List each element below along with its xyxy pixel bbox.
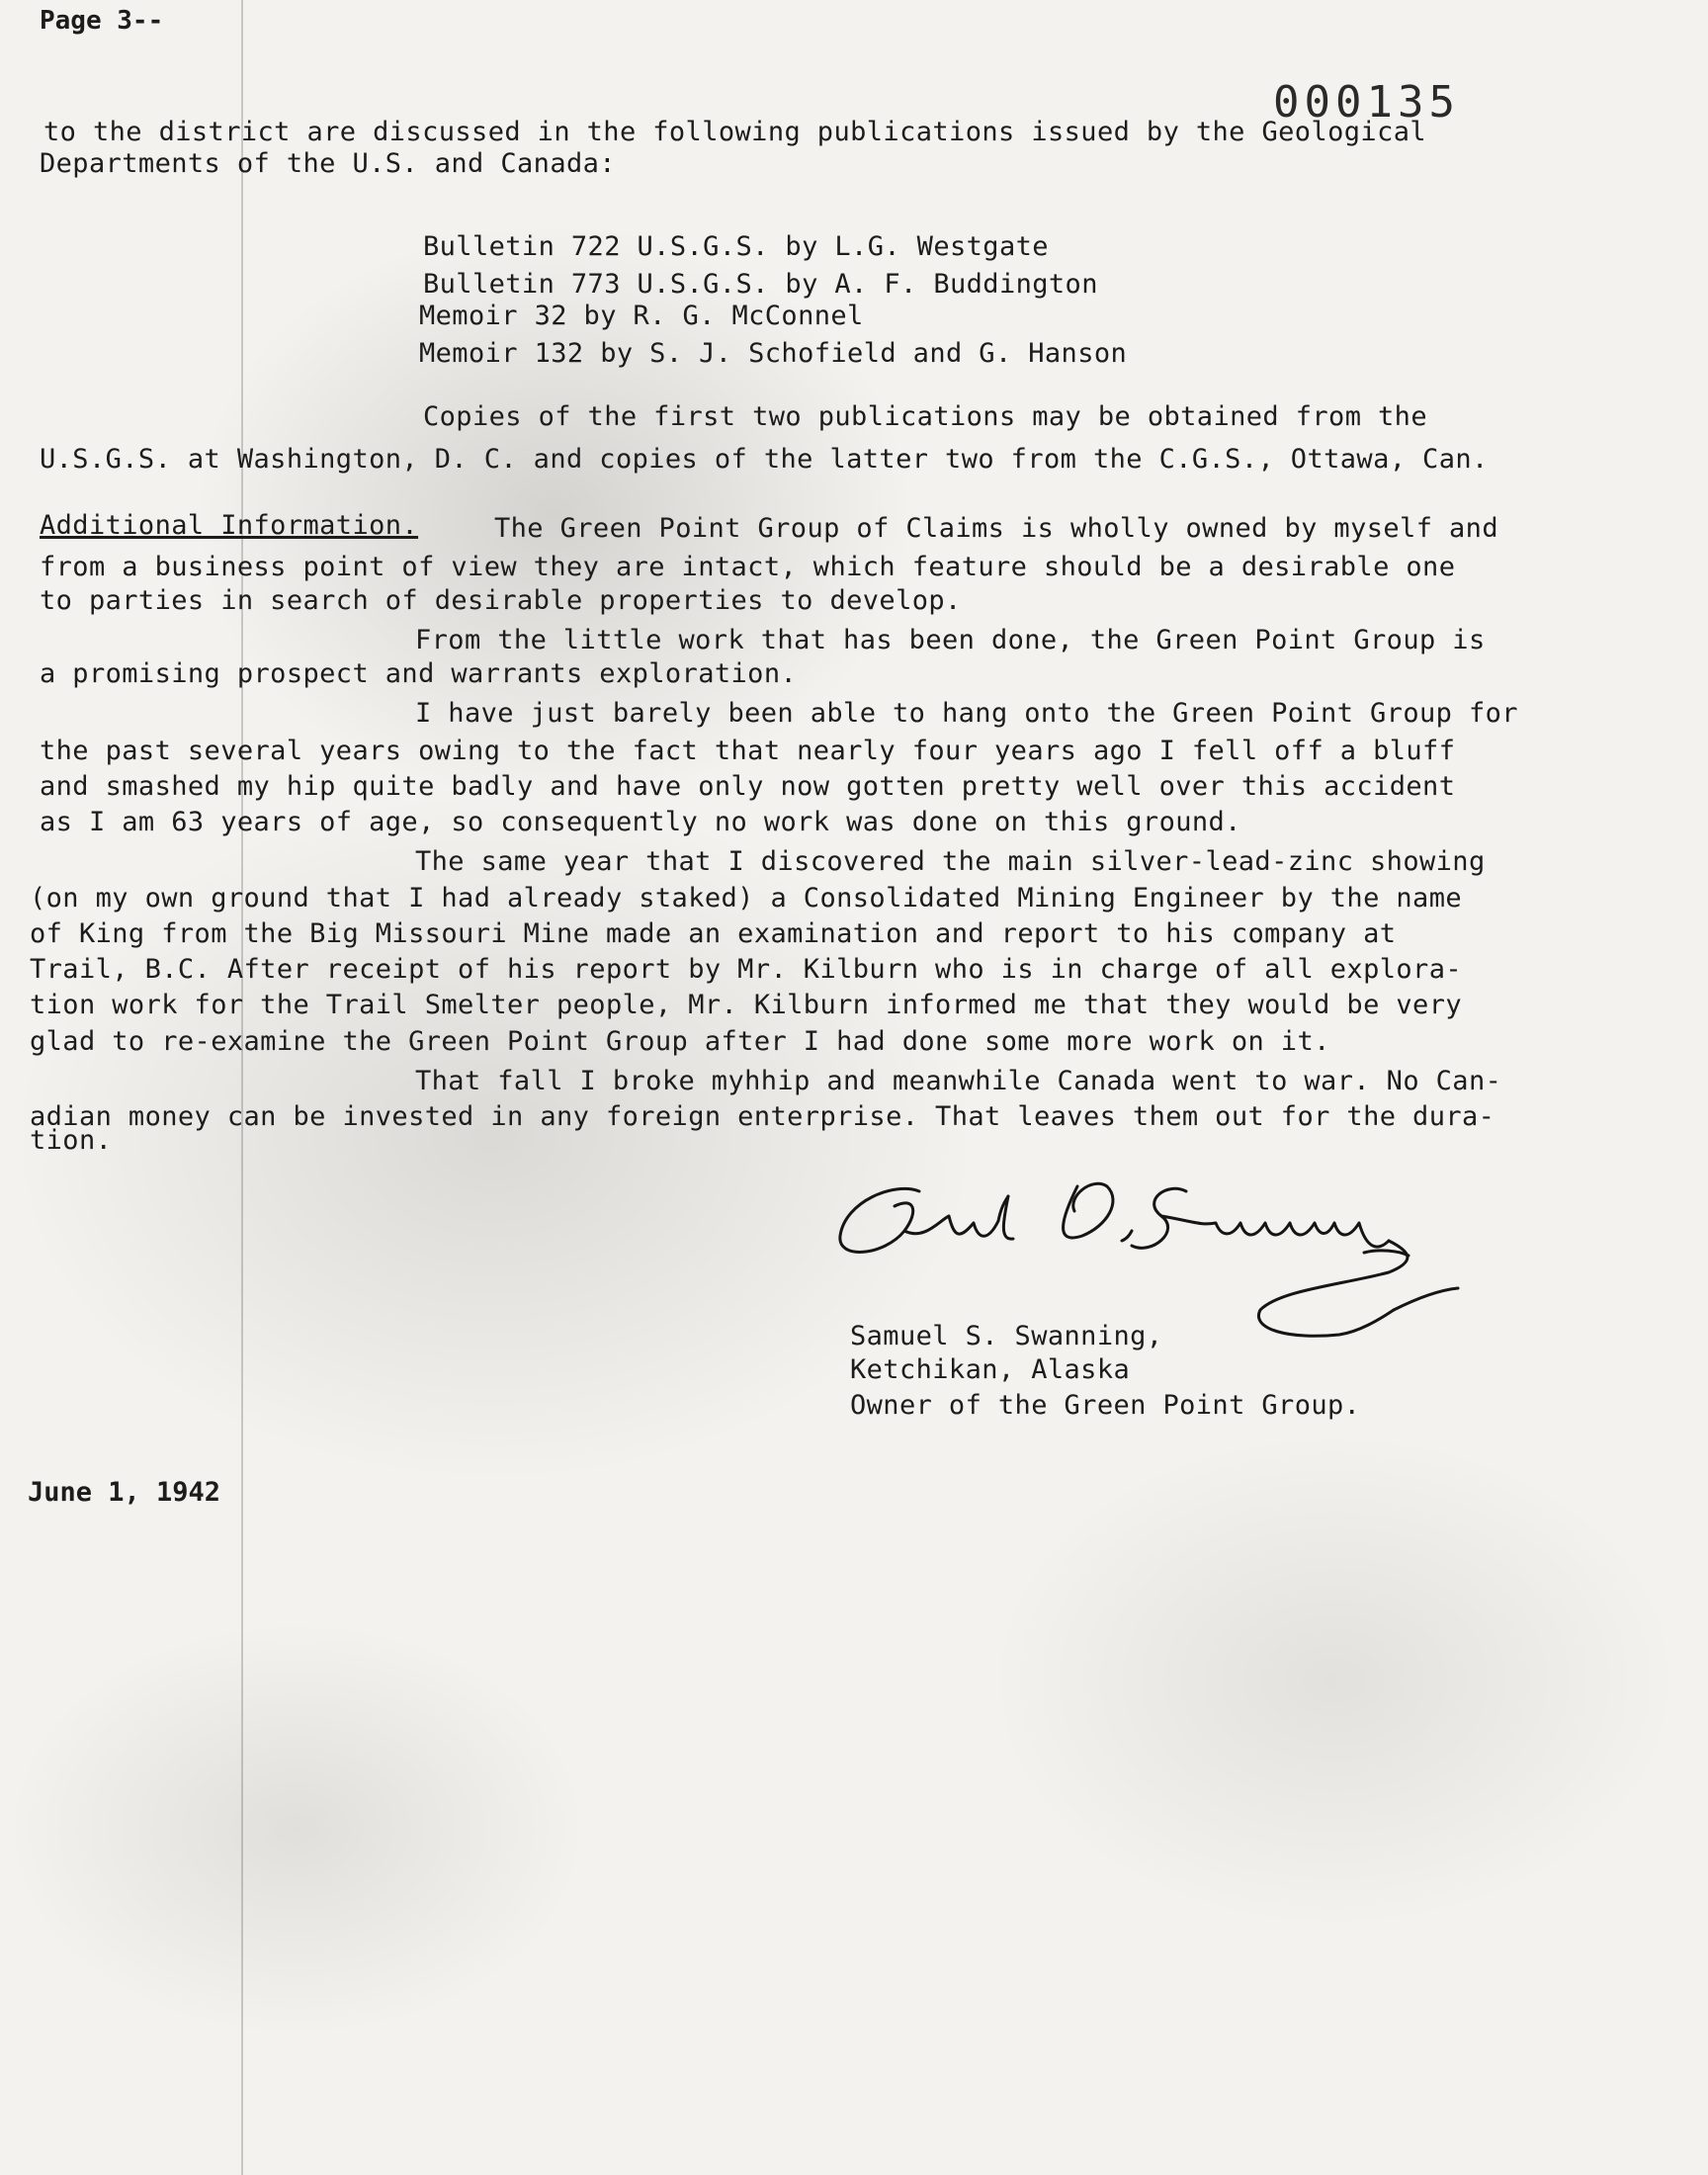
additional-line: to parties in search of desirable properties to develop. [40,585,962,616]
additional-line: glad to re-examine the Green Point Group after I had done some more work on it. [30,1026,1330,1057]
additional-line: From the little work that has been done, the Green Point Group is [415,625,1486,655]
intro-line-1: to the district are discussed in the following publications issued by the Geological [43,117,1427,147]
copies-line-1: Copies of the first two publications may be obtained from the [423,401,1427,432]
signer-name: Samuel S. Swanning, [850,1321,1163,1351]
page-label: Page 3-- [40,6,164,36]
additional-line: from a business point of view they are intact, which feature should be a desirable one [40,552,1456,582]
publication-item: Bulletin 722 U.S.G.S. by L.G. Westgate [423,231,1049,262]
additional-information-heading: Additional Information. [40,510,419,541]
document-stamp-number: 000135 [1273,77,1460,128]
additional-line: tion work for the Trail Smelter people, Mr. Kilburn informed me that they would be very [30,990,1463,1020]
additional-line: of King from the Big Missouri Mine made an examination and report to his company at [30,918,1397,949]
publication-item: Bulletin 773 U.S.G.S. by A. F. Buddington [423,269,1098,300]
additional-line: I have just barely been able to hang onto the Green Point Group for [415,698,1518,729]
copies-line-2: U.S.G.S. at Washington, D. C. and copies of the latter two from the C.G.S., Ottawa, Can. [40,444,1489,475]
intro-line-2: Departments of the U.S. and Canada: [40,148,616,179]
copy-edge-line [241,0,243,2175]
additional-line: adian money can be invested in any foreign enterprise. That leaves them out for the dura- [30,1101,1495,1132]
additional-line: the past several years owing to the fact that nearly four years ago I fell off a bluff [40,736,1456,766]
additional-line: Trail, B.C. After receipt of his report by Mr. Kilburn who is in charge of all explora- [30,954,1463,985]
signer-location: Ketchikan, Alaska [850,1354,1131,1385]
additional-line: as I am 63 years of age, so consequently no work was done on this ground. [40,807,1241,837]
additional-line: The Green Point Group of Claims is wholly owned by myself and [494,513,1498,544]
additional-line: That fall I broke myhhip and meanwhile Canada went to war. No Can- [415,1066,1502,1096]
additional-line: and smashed my hip quite badly and have only now gotten pretty well over this accident [40,771,1456,802]
additional-line: tion. [30,1125,113,1156]
publication-item: Memoir 132 by S. J. Schofield and G. Hanson [419,338,1128,369]
additional-line: (on my own ground that I had already staked) a Consolidated Mining Engineer by the name [30,883,1463,914]
additional-line: a promising prospect and warrants exploration. [40,658,798,689]
signer-title: Owner of the Green Point Group. [850,1390,1361,1421]
document-date: June 1, 1942 [28,1477,221,1508]
publication-item: Memoir 32 by R. G. McConnel [419,301,864,331]
additional-line: The same year that I discovered the main silver-lead-zinc showing [415,846,1486,877]
